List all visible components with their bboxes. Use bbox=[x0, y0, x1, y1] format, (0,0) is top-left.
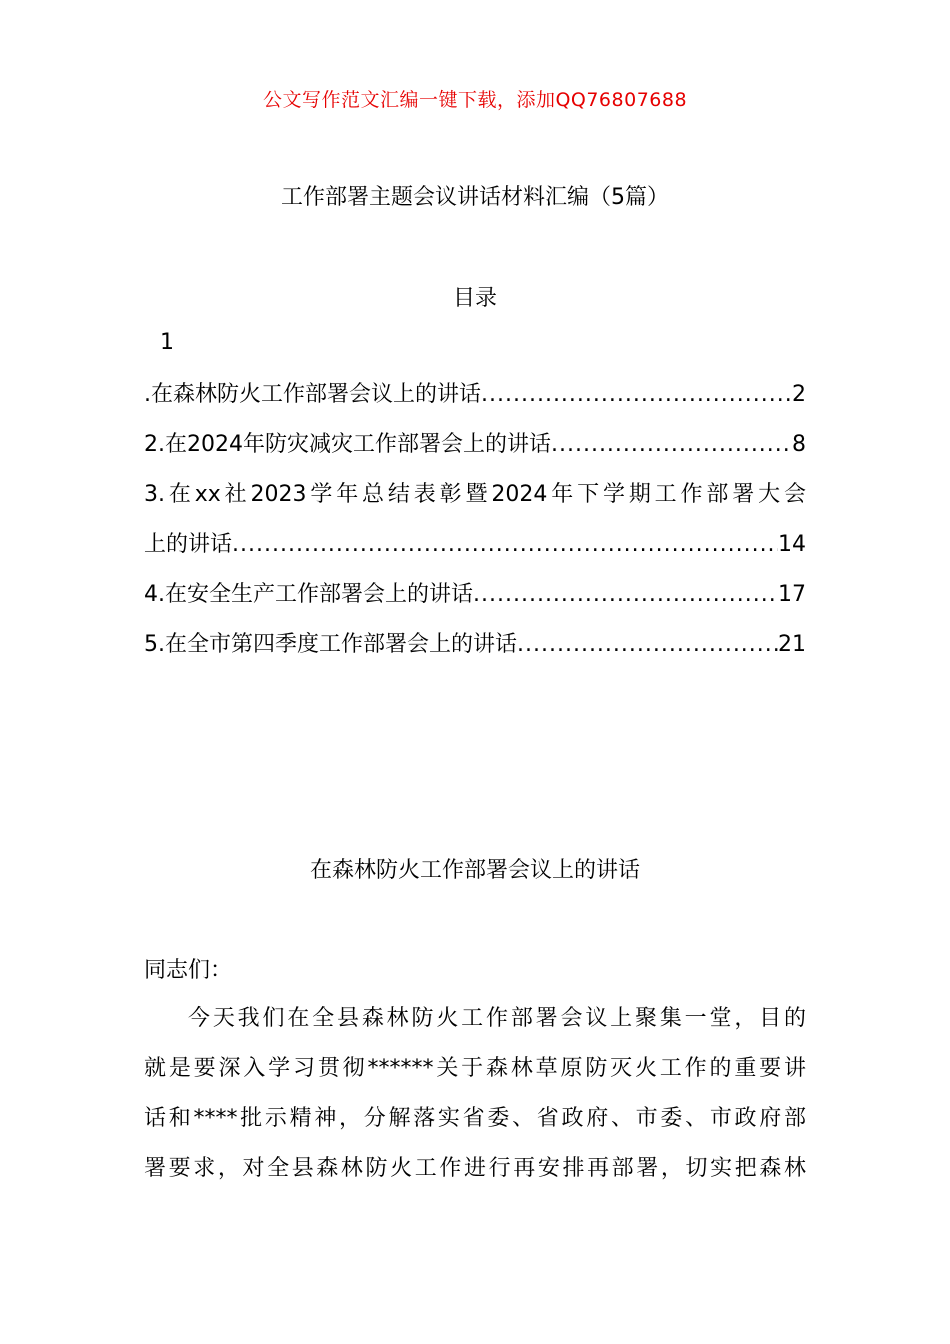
promo-banner[interactable]: 公文写作范文汇编一键下载，添加QQ76807688 bbox=[262, 89, 688, 111]
toc-entry-page: 8 bbox=[792, 432, 806, 457]
toc-entry-text: 5.在全市第四季度工作部署会上的讲话 bbox=[144, 632, 517, 657]
toc-leader-dots bbox=[481, 370, 792, 420]
toc-entry-1[interactable] bbox=[144, 370, 806, 420]
toc-entry-5[interactable] bbox=[144, 620, 806, 670]
toc-heading: 目录 bbox=[452, 286, 497, 311]
body-line: 今天我们在全县森林防火工作部署会议上聚集一堂，目的 bbox=[188, 1006, 806, 1031]
document-title: 工作部署主题会议讲话材料汇编（5篇） bbox=[281, 185, 669, 210]
toc-entry-text: 2.在2024年防灾减灾工作部署会上的讲话 bbox=[144, 432, 551, 457]
toc-leader-dots bbox=[232, 520, 778, 570]
body-paragraph bbox=[144, 994, 806, 1194]
toc-entry-text: .在森林防火工作部署会议上的讲话 bbox=[144, 382, 481, 407]
toc-leader-dots bbox=[551, 420, 792, 470]
toc-entry-text: 上的讲话 bbox=[144, 532, 233, 557]
section-title: 在森林防火工作部署会议上的讲话 bbox=[309, 858, 640, 883]
toc-entry-text: 4.在安全生产工作部署会上的讲话 bbox=[144, 582, 473, 607]
salutation: 同志们： bbox=[144, 958, 233, 983]
toc-entry-2[interactable] bbox=[144, 420, 806, 470]
toc-entry-3-line1[interactable]: 3.在xx社2023学年总结表彰暨2024年下学期工作部署大会 bbox=[144, 482, 806, 507]
toc-entry-page: 21 bbox=[778, 632, 806, 657]
body-line: 就是要深入学习贯彻******关于森林草原防灭火工作的重要讲 bbox=[144, 1056, 806, 1081]
toc-entry-3[interactable] bbox=[144, 520, 806, 570]
toc-entry-4[interactable] bbox=[144, 570, 806, 620]
toc-entry-page: 14 bbox=[778, 532, 806, 557]
toc-leader-dots bbox=[473, 570, 778, 620]
toc-lead-number: 1 bbox=[160, 330, 174, 355]
body-line: 话和****批示精神，分解落实省委、省政府、市委、市政府部 bbox=[144, 1106, 806, 1131]
toc-leader-dots bbox=[517, 620, 778, 670]
body-line: 署要求，对全县森林防火工作进行再安排再部署，切实把森林 bbox=[144, 1156, 806, 1181]
toc-entry-page: 17 bbox=[778, 582, 806, 607]
table-of-contents bbox=[144, 370, 806, 670]
toc-entry-page: 2 bbox=[792, 382, 806, 407]
